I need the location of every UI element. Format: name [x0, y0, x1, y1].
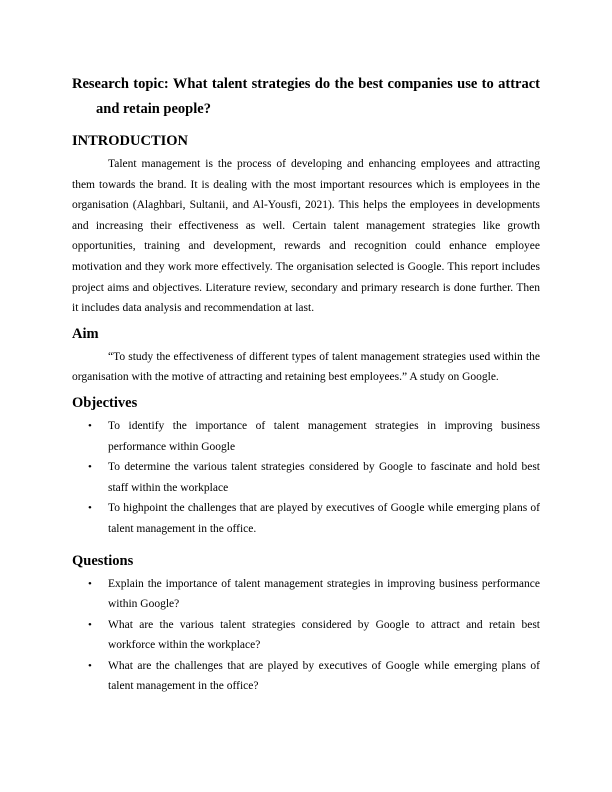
list-item: [72, 615, 540, 656]
list-item: [72, 457, 540, 498]
bullet-icon: •: [88, 659, 92, 672]
aim-paragraph: “To study the effectiveness of different types of talent management strategies used within the organisation with the motive of attracting and retaining best employees.” A study on Google.: [72, 350, 540, 384]
document-page: [72, 72, 540, 703]
introduction-paragraph: Talent management is the process of developing and enhancing employees and attracting them towards the brand. It is dealing with the most important resources which is employees in the organisation (Alaghbari, Sultanii, and Al-Yousfi, 2021). This helps the employees in developments and increasing their effectiveness as well. Certain talent management strategies like growth opportunities, training and development, rewards and recognition could enhance employee motivation and they work more effectively. The organisation selected is Google. This report includes project aims and objectives. Literature review, secondary and primary research is done further. Then it includes data analysis and recommendation at last.: [72, 158, 540, 315]
bullet-icon: •: [88, 419, 92, 432]
bullet-icon: •: [88, 618, 92, 631]
list-item: [72, 498, 540, 539]
bullet-icon: •: [88, 502, 92, 515]
list-item: [72, 416, 540, 457]
list-item-text: What are the challenges that are played by executives of Google while emerging plans of talent management in the office?: [108, 659, 540, 693]
questions-heading: Questions: [72, 552, 134, 569]
questions-list: [72, 574, 540, 698]
objectives-list: [72, 416, 540, 540]
aim-heading: Aim: [72, 325, 99, 342]
list-item-text: To determine the various talent strategies considered by Google to fascinate and hold best staff within the workplace: [108, 461, 540, 494]
bullet-icon: •: [88, 577, 92, 590]
list-item-text: To identify the importance of talent management strategies in improving business performance within Google: [108, 419, 540, 453]
list-item-text: Explain the importance of talent management strategies in improving business performance within Google?: [108, 577, 540, 611]
list-item: [72, 574, 540, 615]
research-topic-title: Research topic: What talent strategies do the best companies use to attract and retain people?: [72, 76, 540, 117]
objectives-heading: Objectives: [72, 394, 138, 411]
list-item: [72, 656, 540, 697]
list-item-text: To highpoint the challenges that are played by executives of Google while emerging plans of talent management in the office.: [108, 502, 540, 535]
list-item-text: What are the various talent strategies considered by Google to attract and retain best workforce within the workplace?: [108, 618, 540, 652]
introduction-heading: INTRODUCTION: [72, 133, 189, 149]
bullet-icon: •: [88, 461, 92, 474]
